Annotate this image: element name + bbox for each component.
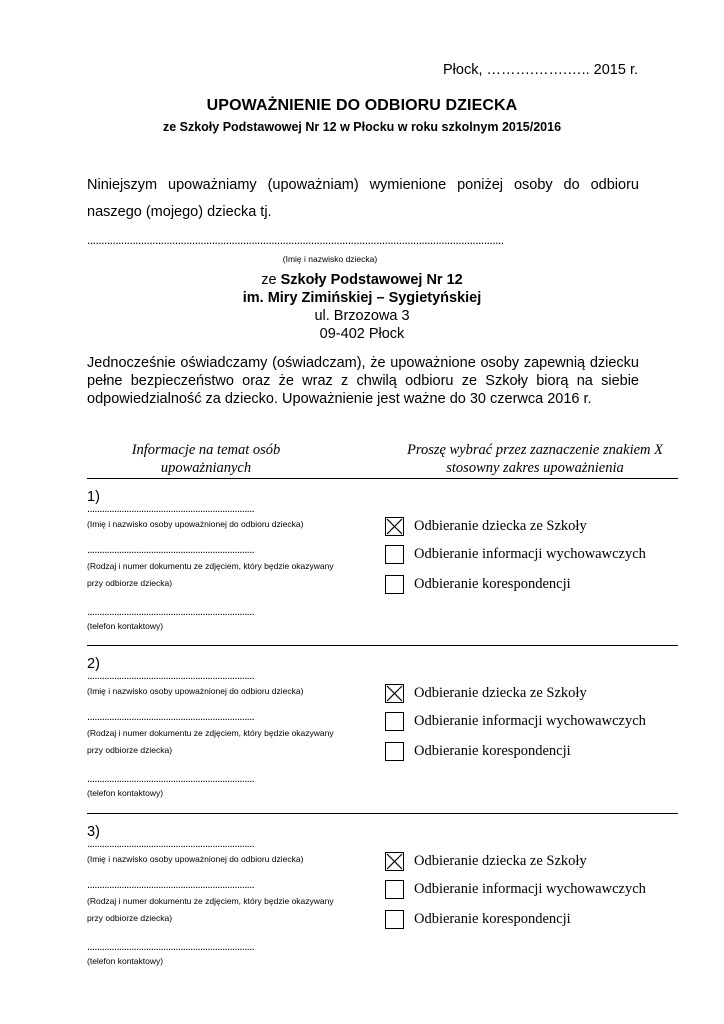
phone-label: (telefon kontaktowy) (87, 621, 164, 631)
mail-checkbox[interactable] (385, 575, 404, 594)
x-mark-icon (386, 853, 403, 870)
column-header-scope: Proszę wybrać przez zaznaczenie znakiem X stosowny zakres upoważnienia (407, 442, 663, 476)
section-divider (87, 645, 678, 646)
pickup-checkbox[interactable] (385, 852, 404, 871)
document-title: UPOWAŻNIENIE DO ODBIORU DZIECKA (206, 97, 518, 114)
document-label-line1: (Rodzaj i numer dokumentu ze zdjęciem, który będzie okazywany (87, 896, 334, 906)
section-divider (87, 478, 678, 479)
phone-field[interactable]: .................................................................... (87, 941, 255, 953)
document-field[interactable]: .................................................................... (87, 711, 255, 723)
phone-label: (telefon kontaktowy) (87, 788, 164, 798)
phone-field[interactable]: .................................................................... (87, 606, 255, 618)
child-name-field[interactable]: ................................................................................................................................................... (87, 233, 504, 247)
mail-option-label: Odbieranie korespondencji (414, 576, 571, 592)
info-option-label: Odbieranie informacji wychowawczych (414, 881, 646, 897)
document-subtitle: ze Szkoły Podstawowej Nr 12 w Płocku w roku szkolnym 2015/2016 (162, 120, 562, 134)
pickup-option-label: Odbieranie dziecka ze Szkoły (414, 853, 587, 869)
school-address-block (0, 271, 724, 343)
document-label-line2: przy odbiorze dziecka) (87, 745, 173, 755)
declaration-paragraph: Jednocześnie oświadczamy (oświadczam), że upoważnione osoby zapewnią dziecku pełne bezpieczeństwo oraz że wraz z chwilą odbioru ze Szkoły biorą na siebie odpowiedzialność za dziecko. Upoważnienie jest ważne do 30 czerwca 2016 r. (87, 355, 639, 407)
school-street: ul. Brzozowa 3 (314, 308, 410, 324)
section-number: 2) (87, 656, 100, 672)
section-divider (87, 813, 678, 814)
document-label-line2: przy odbiorze dziecka) (87, 913, 173, 923)
person-name-field[interactable]: .................................................................... (87, 503, 255, 515)
section-number: 3) (87, 824, 100, 840)
school-prefix: ze (261, 272, 281, 288)
school-name: Szkoły Podstawowej Nr 12 (280, 272, 463, 288)
info-checkbox[interactable] (385, 545, 404, 564)
info-checkbox[interactable] (385, 880, 404, 899)
phone-label: (telefon kontaktowy) (87, 956, 164, 966)
child-name-label: (Imię i nazwisko dziecka) (282, 254, 378, 264)
phone-field[interactable]: .................................................................... (87, 773, 255, 785)
person-name-field[interactable]: .................................................................... (87, 670, 255, 682)
pickup-checkbox[interactable] (385, 517, 404, 536)
x-mark-icon (386, 685, 403, 702)
school-city: 09-402 Płock (319, 326, 405, 342)
person-name-label: (Imię i nazwisko osoby upoważnionej do odbioru dziecka) (87, 686, 304, 696)
school-patron: im. Miry Zimińskiej – Sygietyńskiej (242, 290, 482, 306)
document-label-line1: (Rodzaj i numer dokumentu ze zdjęciem, który będzie okazywany (87, 728, 334, 738)
mail-option-label: Odbieranie korespondencji (414, 911, 571, 927)
person-name-field[interactable]: .................................................................... (87, 838, 255, 850)
column-header-persons: Informacje na temat osób upoważnianych (131, 442, 281, 476)
document-field[interactable]: .................................................................... (87, 544, 255, 556)
document-label-line2: przy odbiorze dziecka) (87, 578, 173, 588)
info-option-label: Odbieranie informacji wychowawczych (414, 713, 646, 729)
x-mark-icon (386, 518, 403, 535)
mail-checkbox[interactable] (385, 910, 404, 929)
person-name-label: (Imię i nazwisko osoby upoważnionej do odbioru dziecka) (87, 854, 304, 864)
document-field[interactable]: .................................................................... (87, 879, 255, 891)
date-line: Płock, ……….…….….. 2015 r. (443, 62, 638, 78)
pickup-checkbox[interactable] (385, 684, 404, 703)
info-option-label: Odbieranie informacji wychowawczych (414, 546, 646, 562)
pickup-option-label: Odbieranie dziecka ze Szkoły (414, 518, 587, 534)
intro-paragraph: Niniejszym upoważniamy (upoważniam) wymienione poniżej osoby do odbioru naszego (mojego) dziecka tj. (87, 177, 639, 220)
mail-checkbox[interactable] (385, 742, 404, 761)
mail-option-label: Odbieranie korespondencji (414, 743, 571, 759)
document-label-line1: (Rodzaj i numer dokumentu ze zdjęciem, który będzie okazywany (87, 561, 334, 571)
info-checkbox[interactable] (385, 712, 404, 731)
pickup-option-label: Odbieranie dziecka ze Szkoły (414, 685, 587, 701)
person-name-label: (Imię i nazwisko osoby upoważnionej do odbioru dziecka) (87, 519, 304, 529)
section-number: 1) (87, 489, 100, 505)
